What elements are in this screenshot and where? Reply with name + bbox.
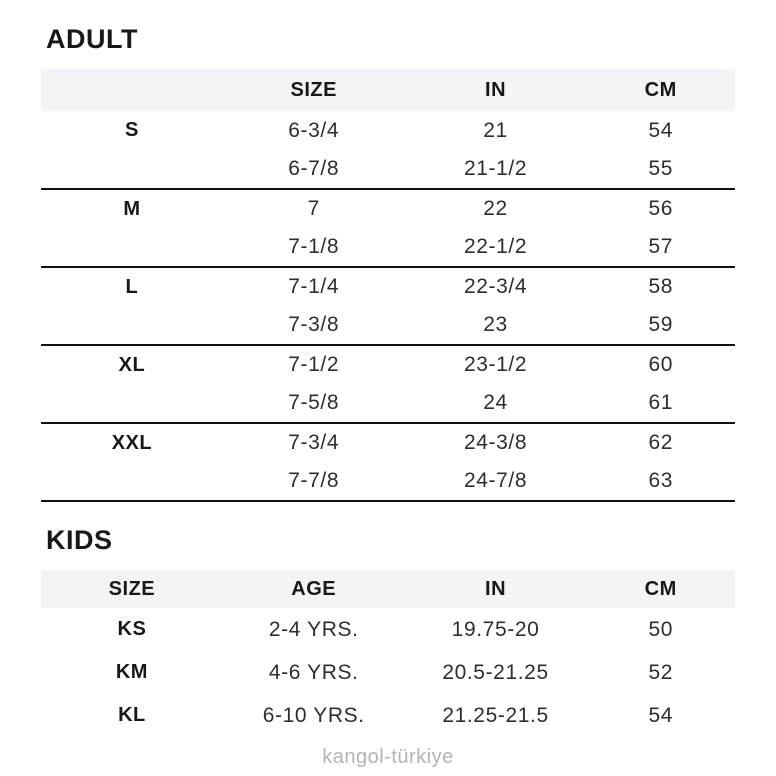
kids-header-row [41, 570, 735, 608]
size-cell: 7-3/8 [288, 313, 340, 336]
kids-col-in: IN [405, 570, 587, 608]
table-row [41, 306, 735, 345]
cm-cell: 52 [648, 660, 673, 684]
kids-title: KIDS [46, 525, 113, 555]
table-row [41, 150, 735, 189]
size-cell: 6-7/8 [288, 157, 340, 180]
in-cell: 21 [483, 118, 508, 142]
table-row [41, 462, 735, 501]
in-cell: 22 [483, 197, 508, 220]
row-label: XXL [111, 431, 153, 454]
row-label: S [124, 119, 139, 141]
row-label [41, 306, 223, 345]
kids-col-size: SIZE [41, 570, 223, 608]
size-cell: 7 [307, 197, 320, 220]
adult-col-in: IN [405, 69, 587, 111]
cm-cell: 63 [648, 469, 673, 492]
age-cell: 6-10 YRS. [262, 703, 365, 727]
in-cell: 24-7/8 [463, 469, 528, 492]
adult-col-size: SIZE [223, 69, 405, 111]
age-cell: 4-6 YRS. [268, 660, 359, 684]
table-row [41, 694, 735, 737]
table-row [41, 189, 735, 228]
size-cell: 7-1/8 [288, 235, 340, 258]
size-cell: 7-7/8 [288, 469, 340, 492]
size-cell: 7-3/4 [288, 431, 340, 454]
table-row [41, 228, 735, 267]
adult-size-table [41, 69, 735, 502]
adult-col-blank [41, 69, 223, 111]
adult-title: ADULT [46, 24, 138, 54]
table-row [41, 423, 735, 462]
adult-section [41, 26, 735, 502]
cm-cell: 59 [648, 313, 673, 336]
cm-cell: 54 [648, 118, 673, 142]
cm-cell: 57 [648, 235, 673, 258]
in-cell: 23 [483, 313, 508, 336]
table-row [41, 608, 735, 651]
in-cell: 22-1/2 [463, 235, 528, 258]
size-cell: 6-3/4 [288, 118, 340, 142]
cm-cell: 56 [648, 197, 673, 220]
in-cell: 23-1/2 [463, 353, 528, 376]
row-label: M [123, 197, 141, 220]
cm-cell: 55 [648, 157, 673, 180]
adult-header-row [41, 69, 735, 111]
in-cell: 24-3/8 [463, 431, 528, 454]
row-label [41, 150, 223, 189]
adult-col-cm: CM [586, 69, 735, 111]
row-label: XL [118, 353, 146, 376]
kids-section [41, 527, 735, 737]
in-cell: 22-3/4 [463, 275, 528, 298]
cm-cell: 61 [648, 391, 673, 414]
size-cell: 7-1/4 [288, 275, 340, 298]
kids-col-age: AGE [223, 570, 405, 608]
in-cell: 21-1/2 [463, 157, 528, 180]
cm-cell: 50 [648, 617, 673, 641]
in-cell: 19.75-20 [451, 617, 540, 641]
table-row [41, 384, 735, 423]
age-cell: 2-4 YRS. [268, 617, 359, 641]
cm-cell: 62 [648, 431, 673, 454]
kids-size-table [41, 570, 735, 737]
size-cell: 7-1/2 [288, 353, 340, 376]
in-cell: 24 [483, 391, 508, 414]
row-label [41, 384, 223, 423]
size-cell: 7-5/8 [288, 391, 340, 414]
row-label: KL [118, 704, 146, 726]
row-label [41, 462, 223, 501]
row-label: KM [115, 661, 148, 683]
in-cell: 21.25-21.5 [442, 703, 549, 727]
table-row [41, 111, 735, 150]
table-row [41, 345, 735, 384]
row-label: KS [117, 618, 147, 640]
table-row [41, 267, 735, 306]
cm-cell: 58 [648, 275, 673, 298]
watermark-text: kangol-türkiye [322, 746, 454, 768]
row-label: L [125, 275, 139, 298]
in-cell: 20.5-21.25 [442, 660, 549, 684]
cm-cell: 54 [648, 703, 673, 727]
kids-col-cm: CM [586, 570, 735, 608]
table-row [41, 651, 735, 694]
cm-cell: 60 [648, 353, 673, 376]
row-label [41, 228, 223, 267]
